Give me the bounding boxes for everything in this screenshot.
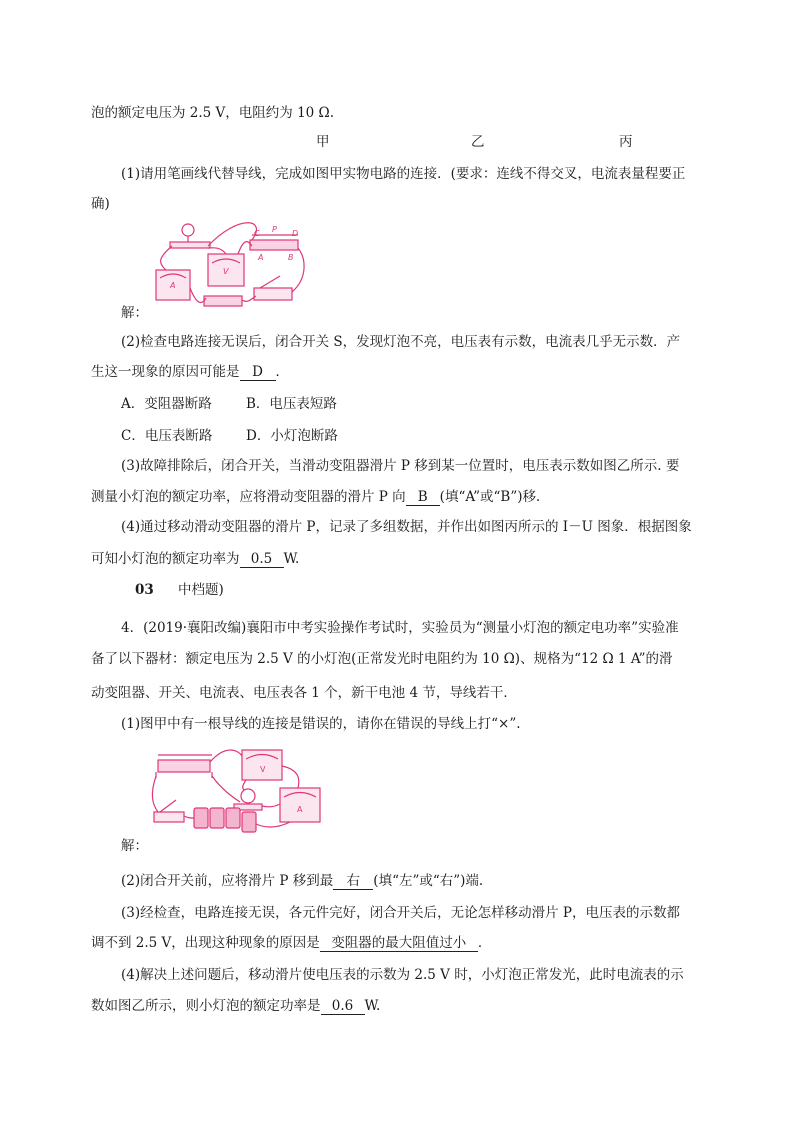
q4-stem-line1: 4．(2019·襄阳改编)襄阳市中考实验操作考试时，实验员为“测量小灯泡的额定电功率”实验准 [121,620,679,636]
q4-part4-line1: (4)解决上述问题后，移动滑片使电压表的示数为 2.5 V 时，小灯泡正常发光，此时电流表的示 [121,967,684,983]
q3-part2-text: 生这一现象的原因可能是 [91,364,240,380]
fig2-label-v: V [260,765,266,774]
fig1-label-a: A [170,281,176,290]
q3-part4-line1: (4)通过移动滑动变阻器的滑片 P，记录了多组数据，并作出如图丙所示的 I－U 图象．根据图象 [121,519,692,535]
rheostat-icon [158,760,210,772]
q4-part3-text: 调不到 2.5 V，出现这种现象的原因是 [91,935,320,951]
figure-label-bing: 丙 [619,134,633,150]
q3-part4-answer: 0.5 [240,552,284,568]
q4-part2-tail: (填“左”或“右”)端. [373,873,484,889]
q4-stem-line3: 动变阻器、开关、电流表、电压表各 1 个，新干电池 4 节，导线若干． [91,685,517,701]
bulb-icon [182,224,194,236]
q3-solution-label: 解： [121,305,148,321]
q3-part2-answer: D [240,365,276,381]
option-b: B．电压表短路 [246,396,337,412]
q4-part1: (1)图甲中有一根导线的连接是错误的，请你在错误的导线上打“×”. [121,716,521,732]
rheostat-icon [250,240,298,250]
battery-icon [210,808,224,828]
q4-part4-tail: W. [364,998,381,1014]
q4-part3-line1: (3)经检查，电路连接无误，各元件完好，闭合开关后，无论怎样移动滑片 P，电压表的示数都 [121,905,680,921]
section-title: 中档题) [178,582,224,598]
q3-part3-line1: (3)故障排除后，闭合开关，当滑动变阻器滑片 P 移到某一位置时，电压表示数如图乙所示. 要 [121,458,680,474]
bulb-icon [241,789,255,803]
q4-part2-answer: 右 [333,874,373,890]
option-a: A．变阻器断路 [121,396,212,412]
option-d: D．小灯泡断路 [246,428,338,444]
fig1-label-d: D [292,229,299,238]
figure-label-jia: 甲 [316,134,330,150]
q4-solution-label: 解： [121,838,148,854]
option-c: C．电压表断路 [121,428,213,444]
intro-line: 泡的额定电压为 2.5 V，电阻约为 10 Ω. [91,105,335,121]
q4-part4-line2 [91,998,380,1015]
fig1-label-a2: A [258,253,264,262]
circuit-figure-2 [150,746,326,836]
q3-part2-tail: ． [275,364,289,380]
q4-part3-line2 [91,935,491,952]
q3-part4-line2 [91,551,299,568]
fig1-label-p: P [272,225,277,234]
fig1-label-b: B [288,253,294,262]
battery-icon [226,808,240,828]
fig1-label-v: V [223,267,229,276]
q3-part3-tail: (填“A”或“B”)移． [439,489,550,505]
fig1-label-c: C [254,229,260,238]
q3-part3-answer: B [406,490,440,506]
battery-icon [194,808,208,828]
switch-icon [254,288,292,300]
q4-part4-text: 数如图乙所示，则小灯泡的额定功率是 [91,998,321,1014]
section-number: 03 [135,582,154,598]
q3-part2-line1: (2)检查电路连接无误后，闭合开关 S，发现灯泡不亮，电压表有示数，电流表几乎无示数．产 [121,334,681,350]
fig2-label-a: A [297,805,303,814]
figure-label-yi: 乙 [471,134,485,150]
switch-icon [154,812,184,822]
q4-part3-answer: 变阻器的最大阻值过小 [320,936,478,952]
battery-icon [204,296,242,306]
q3-part2-line2 [91,364,289,381]
q4-part3-tail: ． [477,935,492,951]
q4-stem-line2: 备了以下器材：额定电压为 2.5 V 的小灯泡(正常发光时电阻约为 10 Ω)、规格为“12 Ω 1 A”的滑 [91,651,673,667]
q3-part3-text: 测量小灯泡的额定功率，应将滑动变阻器的滑片 P 向 [91,489,406,505]
q3-part4-tail: W. [283,551,300,567]
q4-part2-text: (2)闭合开关前，应将滑片 P 移到最 [121,873,334,889]
q3-part1-line2: 确) [91,196,110,212]
q3-part1-line1: (1)请用笔画线代替导线，完成如图甲实物电路的连接．(要求：连线不得交叉，电流表量程要正 [121,166,686,182]
q3-part4-text: 可知小灯泡的额定功率为 [91,551,240,567]
q4-part2 [121,873,483,890]
q4-part4-answer: 0.6 [321,999,365,1015]
battery-icon [242,812,256,832]
circuit-figure-1 [148,218,308,318]
q3-part3-line2 [91,489,550,506]
